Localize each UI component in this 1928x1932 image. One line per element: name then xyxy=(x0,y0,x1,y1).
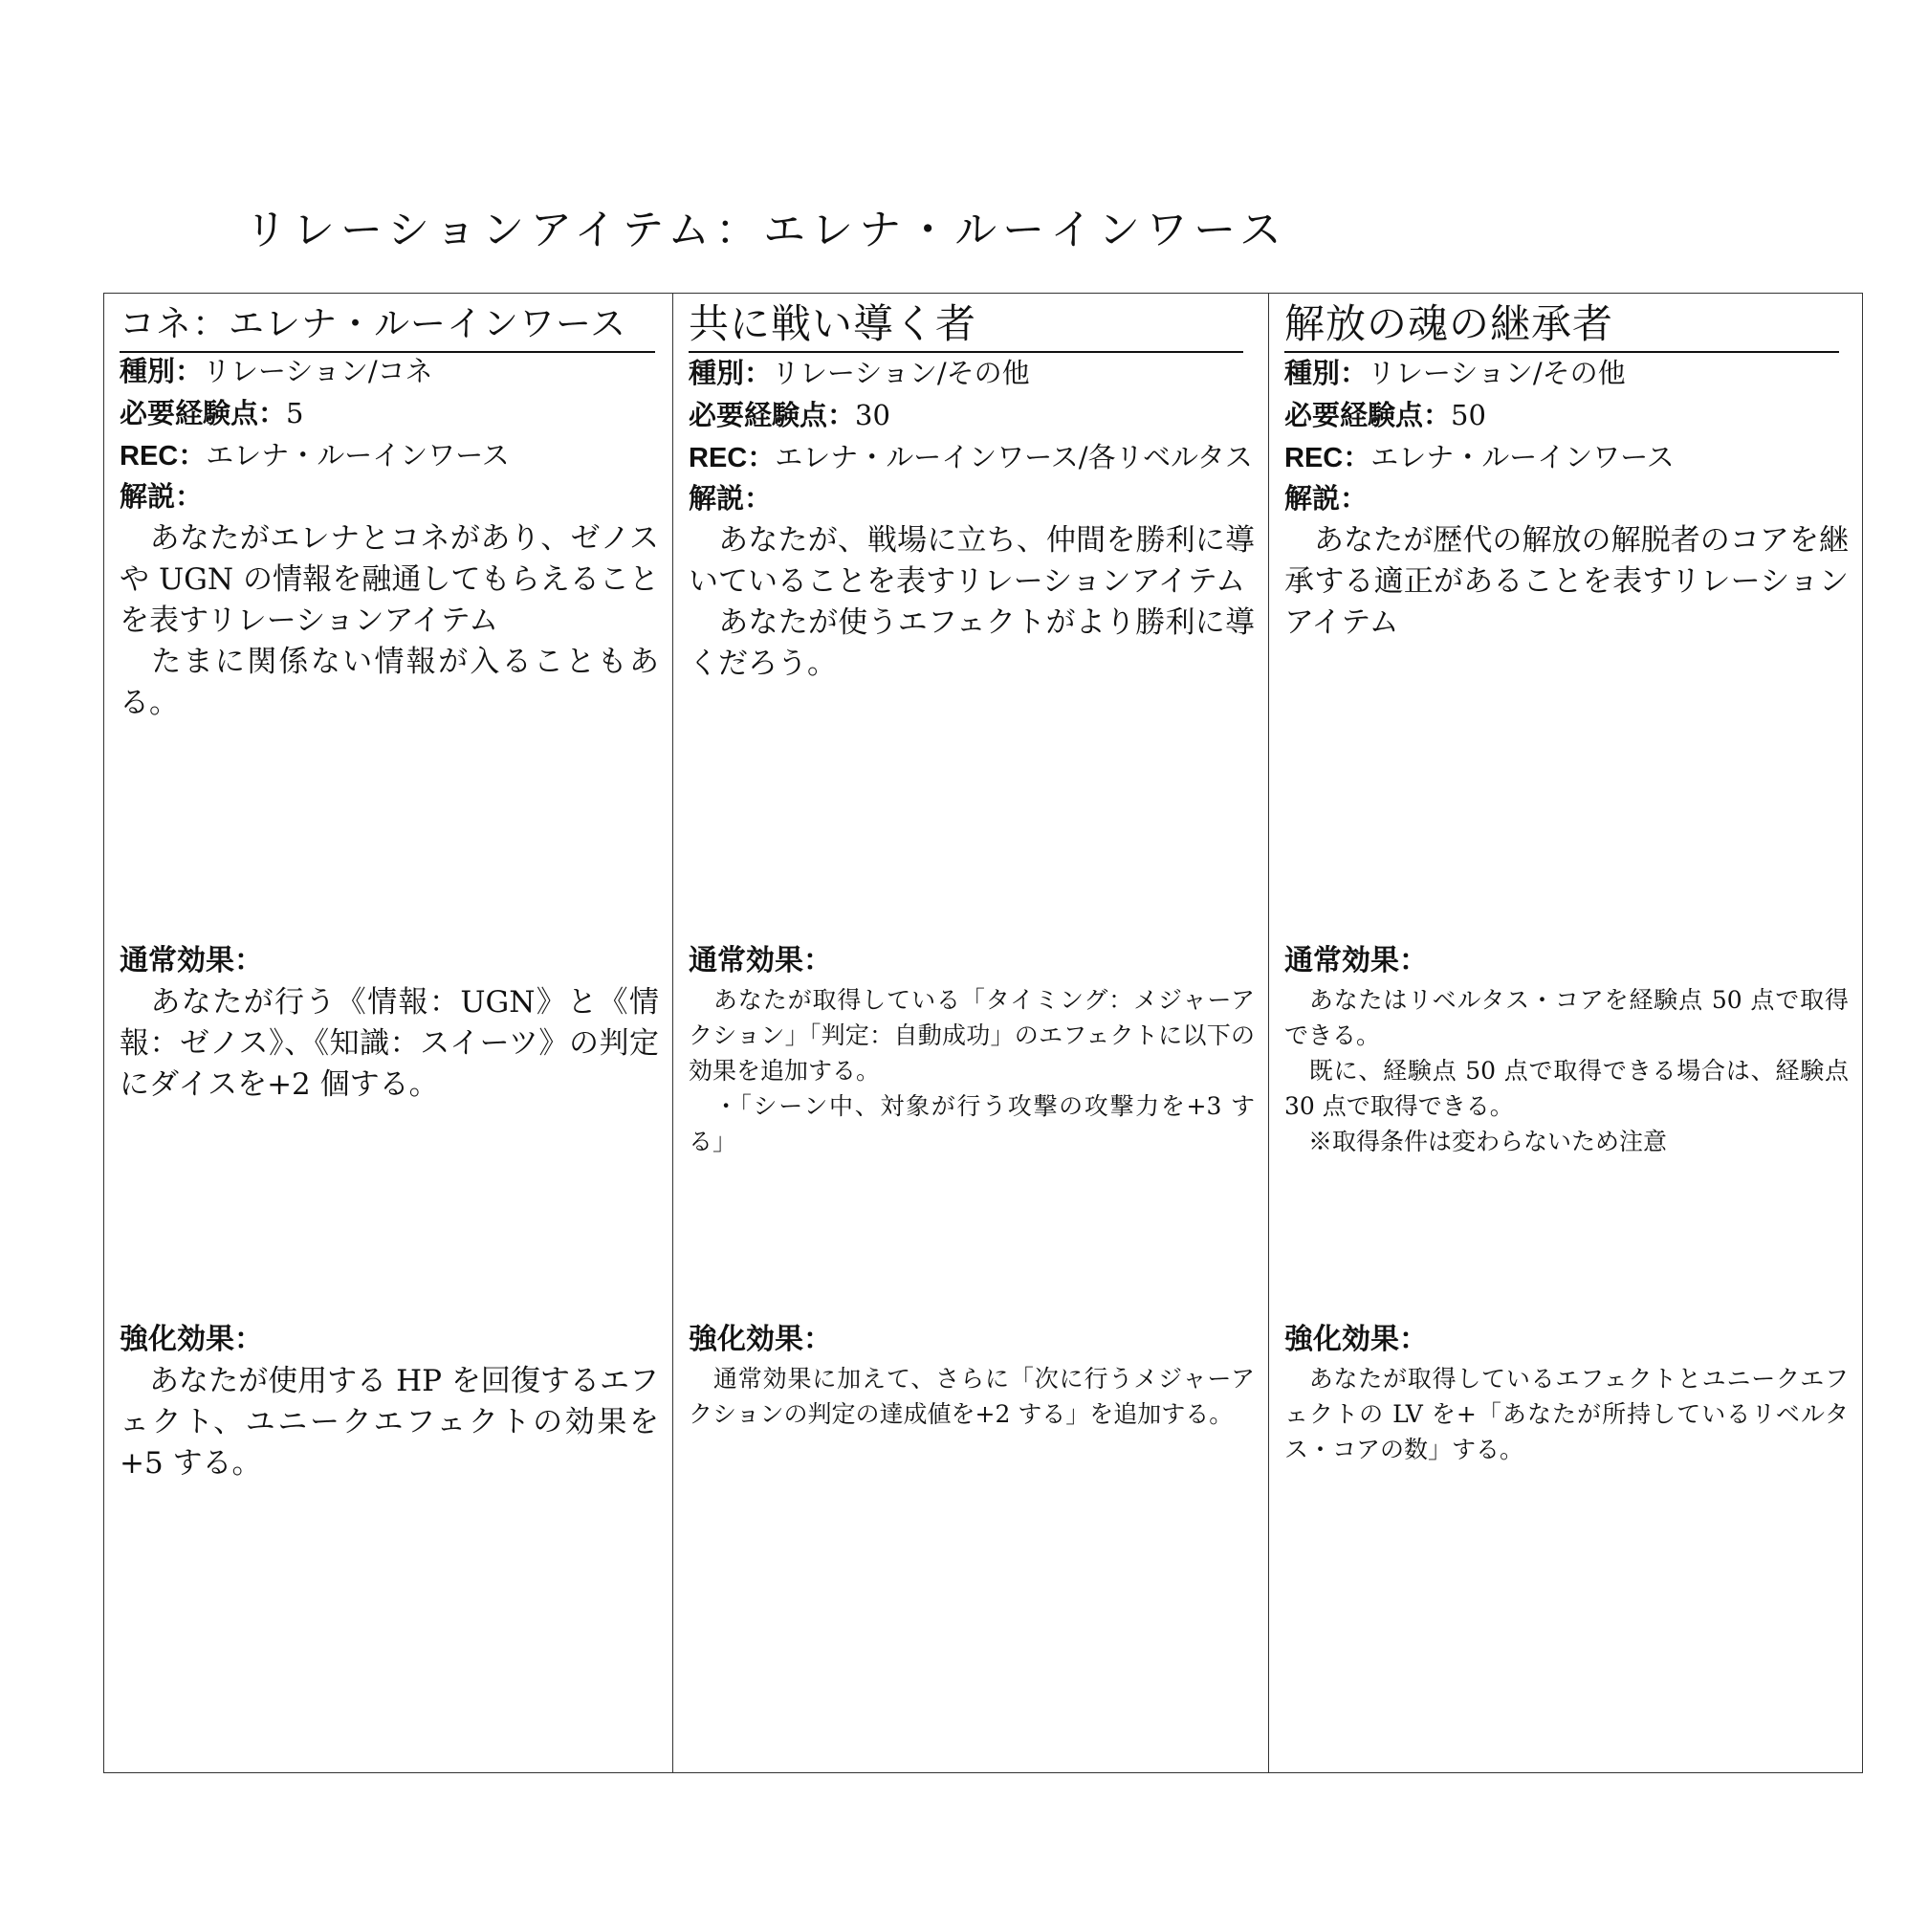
enhanced-effect-text xyxy=(1284,1361,1849,1467)
enhanced-effect-label: 強化効果： xyxy=(689,1324,832,1355)
rec-value: エレナ・ルーインワース xyxy=(206,439,510,472)
normal-effect-label: 通常効果： xyxy=(120,945,263,977)
desc-label: 解説： xyxy=(1284,484,1369,515)
enhanced-effect-text xyxy=(120,1361,659,1484)
rec-label: REC： xyxy=(120,441,207,472)
type-label: 種別： xyxy=(120,357,204,387)
card-title: 解放の魂の継承者 xyxy=(1284,297,1839,353)
xp-row xyxy=(1284,395,1849,437)
normal-effect-text xyxy=(689,982,1255,1159)
type-label: 種別： xyxy=(689,359,773,389)
description-paragraph: あなたが、戦場に立ち、仲間を勝利に導いていることを表すリレーションアイテム xyxy=(689,523,1255,599)
enhanced-effect-label: 強化効果： xyxy=(1284,1324,1428,1355)
desc-label: 解説： xyxy=(120,482,204,513)
xp-row xyxy=(689,395,1255,437)
description-paragraph: あなたが使うエフェクトがより勝利に導くだろう。 xyxy=(689,605,1255,681)
card-kone xyxy=(104,294,672,1772)
card-meta xyxy=(1284,353,1849,644)
description-paragraph: たまに関係ない情報が入ることもある。 xyxy=(120,645,659,720)
effect-paragraph: ※取得条件は変わらないため注意 xyxy=(1284,1128,1668,1155)
xp-label: 必要経験点： xyxy=(120,399,287,429)
type-row xyxy=(1284,353,1849,395)
rec-row xyxy=(120,435,659,477)
normal-effect xyxy=(689,940,1255,1159)
normal-effect xyxy=(120,940,659,1106)
type-value: リレーション/その他 xyxy=(1368,357,1626,389)
card-tomo-ni-tatakai xyxy=(672,294,1268,1772)
enhanced-effect xyxy=(120,1319,659,1484)
effect-paragraph: あなたが行う《情報：UGN》と《情報：ゼノス》、《知識：スイーツ》の判定にダイスを+2 個する。 xyxy=(120,985,659,1102)
rec-value: エレナ・ルーインワース xyxy=(1370,441,1675,473)
effect-paragraph: 通常効果に加えて、さらに「次に行うメジャーアクションの判定の達成値を+2 する」を追加する。 xyxy=(689,1365,1255,1428)
normal-effect-label: 通常効果： xyxy=(689,945,832,977)
card-meta xyxy=(120,351,659,724)
card-meta xyxy=(689,353,1255,685)
type-label: 種別： xyxy=(1284,359,1369,389)
description xyxy=(1284,520,1849,644)
description-paragraph: あなたが歴代の解放の解脱者のコアを継承する適正があることを表すリレーションアイテム xyxy=(1284,523,1849,640)
description xyxy=(120,518,659,724)
effect-paragraph: あなたが取得しているエフェクトとユニークエフェクトの LV を+「あなたが所持しているリベルタス・コアの数」する。 xyxy=(1284,1365,1849,1463)
description-paragraph: あなたがエレナとコネがあり、ゼノスや UGN の情報を融通してもらえることを表すリレーションアイテム xyxy=(120,521,659,638)
rec-label: REC： xyxy=(689,443,776,473)
enhanced-effect xyxy=(689,1319,1255,1432)
card-title: コネ：エレナ・ルーインワース xyxy=(120,297,655,353)
xp-label: 必要経験点： xyxy=(1284,401,1452,431)
rec-row xyxy=(689,437,1255,479)
card-title: 共に戦い導く者 xyxy=(689,297,1243,353)
type-value: リレーション/コネ xyxy=(203,355,433,387)
desc-label: 解説： xyxy=(689,484,773,515)
effect-paragraph: 既に、経験点 50 点で取得できる場合は、経験点 30 点で取得できる。 xyxy=(1284,1057,1849,1120)
effect-paragraph: あなたが使用する HP を回復するエフェクト、ユニークエフェクトの効果を+5 する。 xyxy=(120,1364,659,1481)
card-kaihou-no-tamashii xyxy=(1268,294,1862,1772)
rec-value: エレナ・ルーインワース/各リベルタス xyxy=(775,441,1253,473)
xp-value: 50 xyxy=(1451,399,1486,431)
type-row xyxy=(689,353,1255,395)
relation-item-table xyxy=(103,293,1863,1773)
normal-effect xyxy=(1284,940,1849,1159)
xp-value: 30 xyxy=(855,399,890,431)
xp-value: 5 xyxy=(286,397,304,429)
rec-label: REC： xyxy=(1284,443,1371,473)
enhanced-effect-text xyxy=(689,1361,1255,1432)
normal-effect-text xyxy=(120,982,659,1106)
effect-paragraph: あなたが取得している「タイミング：メジャーアクション」「判定：自動成功」のエフェクトに以下の効果を追加する。 xyxy=(689,986,1255,1085)
type-row xyxy=(120,351,659,393)
xp-row xyxy=(120,393,659,435)
normal-effect-label: 通常効果： xyxy=(1284,945,1428,977)
type-value: リレーション/その他 xyxy=(772,357,1030,389)
xp-label: 必要経験点： xyxy=(689,401,856,431)
enhanced-effect xyxy=(1284,1319,1849,1467)
normal-effect-text xyxy=(1284,982,1849,1159)
description xyxy=(689,520,1255,685)
effect-paragraph: あなたはリベルタス・コアを経験点 50 点で取得できる。 xyxy=(1284,986,1849,1049)
rec-row xyxy=(1284,437,1849,479)
enhanced-effect-label: 強化効果： xyxy=(120,1324,263,1355)
effect-paragraph: ・「シーン中、対象が行う攻撃の攻撃力を+3 する」 xyxy=(689,1092,1255,1155)
page-title: リレーションアイテム：エレナ・ルーインワース xyxy=(245,206,1287,254)
